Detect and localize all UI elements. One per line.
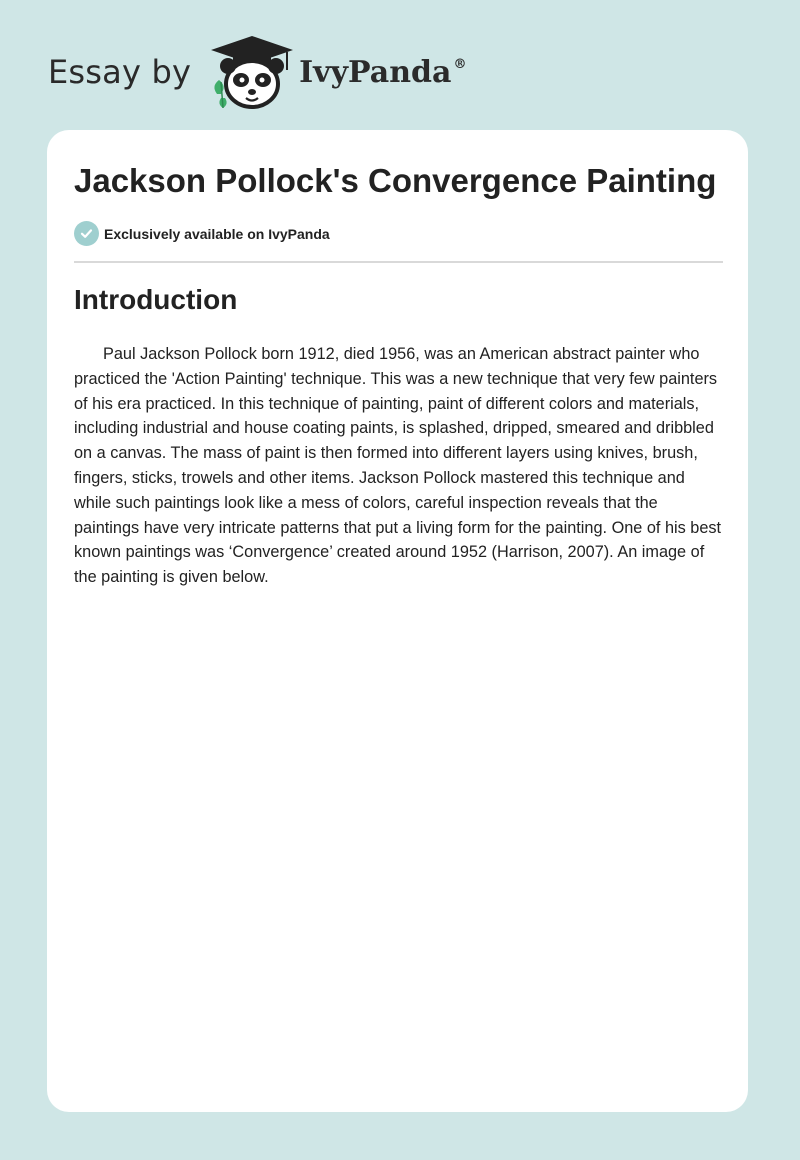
essay-card	[47, 130, 748, 1112]
title-divider	[74, 261, 723, 263]
essay-by-label: Essay by	[48, 53, 192, 91]
section-heading-introduction: Introduction	[74, 284, 238, 315]
site-header-brand[interactable]	[48, 34, 466, 110]
exclusive-badge	[74, 221, 330, 246]
essay-title: Jackson Pollock's Convergence Painting	[74, 162, 717, 199]
registered-mark: ®	[453, 56, 467, 72]
introduction-paragraph: Paul Jackson Pollock born 1912, died 1956, was an American abstract painter who practiced the 'Action Painting' technique. This was a new technique that very few painters of his era practiced. In this technique of painting, paint of different colors and materials, including industrial and house coating paints, is splashed, dripped, smeared and dribbled on a canvas. The mass of paint is then formed into different layers using knives, brush, fingers, sticks, trowels and other items. Jackson Pollock mastered this technique and while such paintings look like a mess of colors, careful inspection reveals that the paintings have very intricate patterns that put a living form for the painting. One of his best known paintings was ‘Convergence’ created around 1952 (Harrison, 2007). An image of the painting is given below.	[74, 345, 722, 587]
brand-name: IvyPanda ®	[299, 54, 467, 90]
exclusive-badge-label: Exclusively available on IvyPanda	[104, 225, 330, 242]
check-circle-icon	[74, 221, 99, 246]
panda-graduate-logo-icon	[209, 34, 295, 110]
